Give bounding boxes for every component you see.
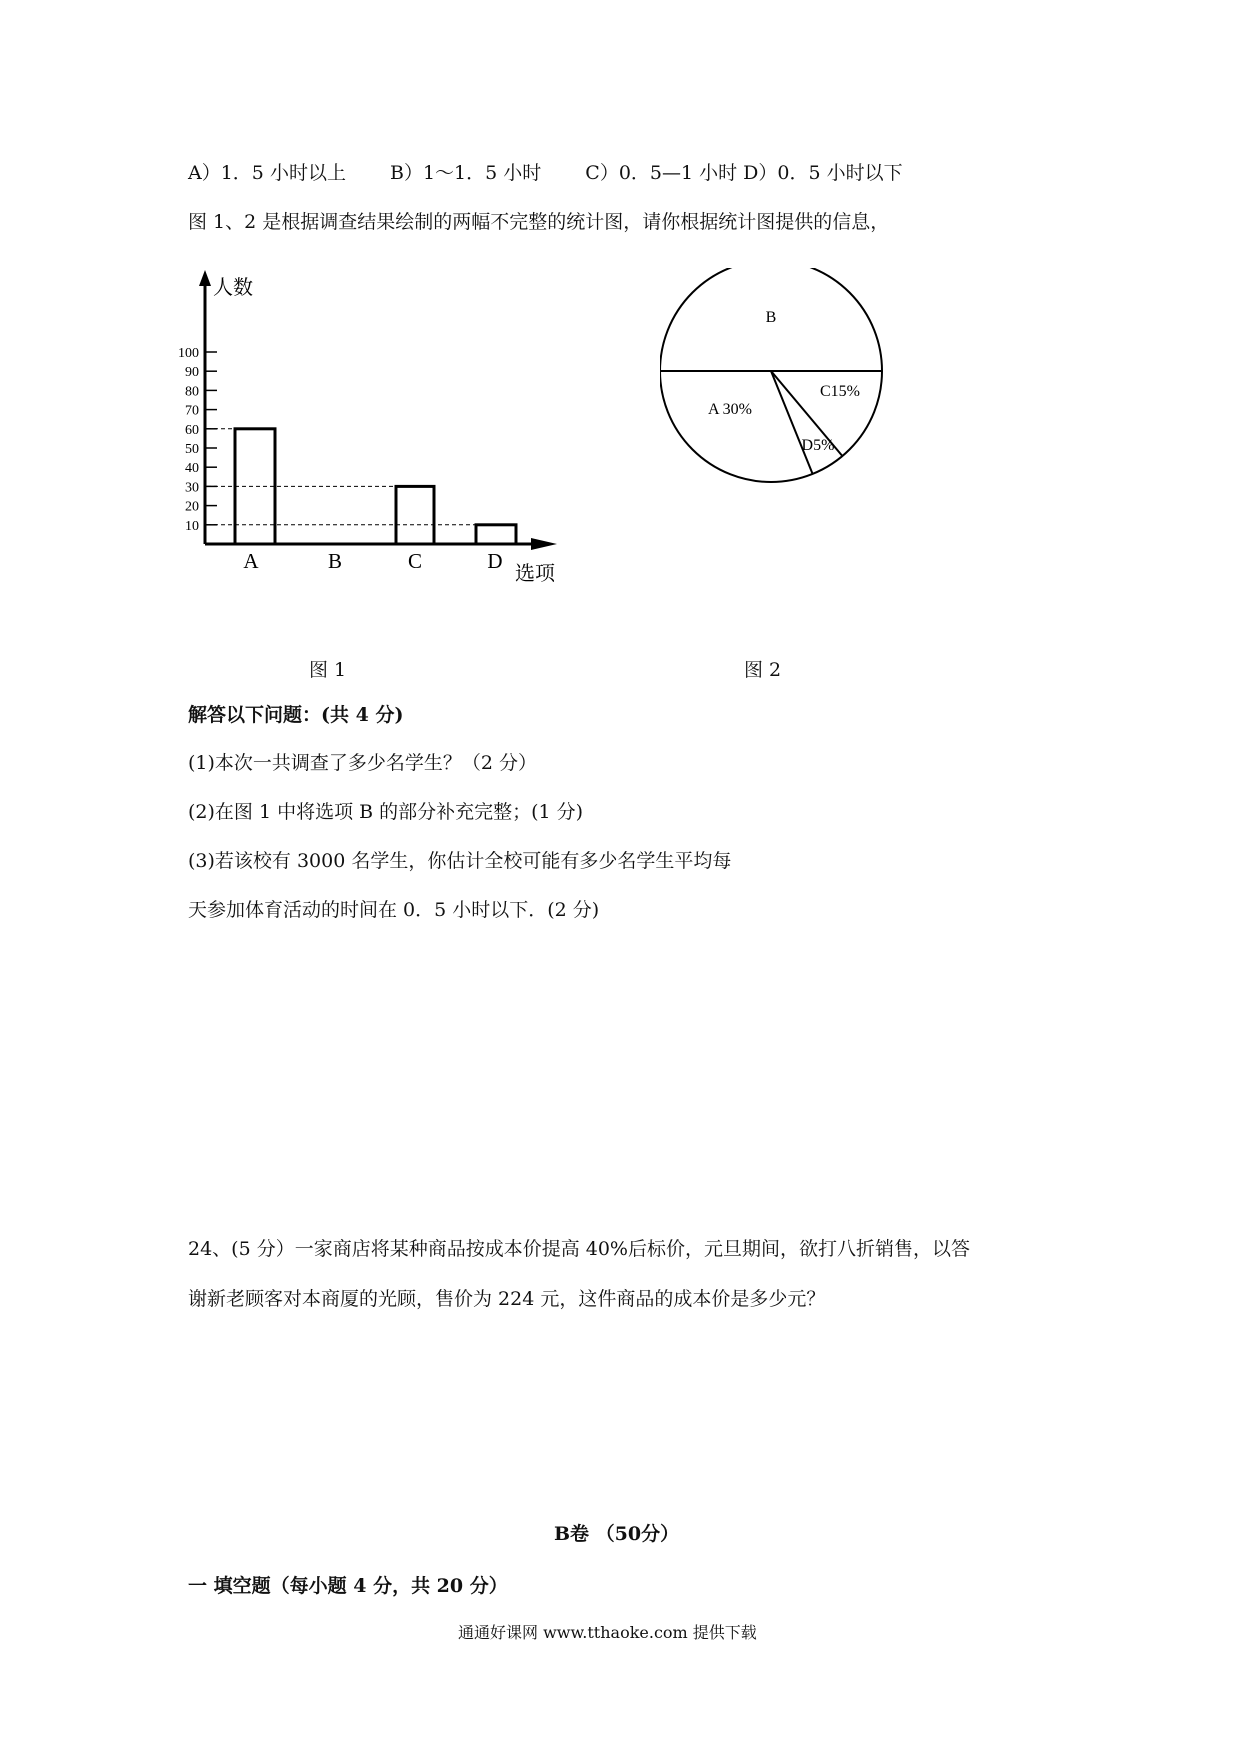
section-b-subtitle: 一 填空题（每小题 4 分，共 20 分）	[188, 1575, 508, 1597]
pie-label-D: D5%	[801, 437, 835, 454]
fig1-caption: 图 1	[309, 659, 347, 681]
y-tick-label: 40	[185, 461, 199, 477]
x-tick-label-A: A	[243, 549, 259, 573]
intro-line: 图 1、2 是根据调查结果绘制的两幅不完整的统计图，请你根据统计图提供的信息，	[188, 211, 890, 233]
pie-label-B: B	[765, 309, 777, 326]
question-2: (2)在图 1 中将选项 B 的部分补充完整；(1 分)	[188, 801, 584, 823]
x-tick-label-B: B	[327, 549, 343, 573]
page-footer: 通通好课网 www.tthaoke.com 提供下载	[458, 1623, 757, 1642]
y-tick-label: 80	[185, 384, 199, 400]
y-tick-label: 60	[185, 422, 199, 438]
pie-label-A: A 30%	[708, 401, 752, 418]
section-b-title: B卷 （50分）	[554, 1523, 680, 1545]
y-tick-label: 70	[185, 403, 199, 419]
fig2-caption: 图 2	[744, 659, 782, 681]
x-tick-label-C: C	[407, 549, 423, 573]
y-tick-label: 90	[185, 365, 199, 381]
y-axis-label: 人数	[213, 277, 253, 299]
y-tick-label: 10	[185, 518, 199, 534]
question-1: (1)本次一共调查了多少名学生？（2 分）	[188, 752, 538, 774]
y-tick-label: 30	[185, 480, 199, 496]
pie-divider-a-d	[771, 371, 813, 474]
pie-label-C: C15%	[820, 383, 860, 400]
options-line: A）1．5 小时以上 B）1～1．5 小时 C）0．5—1 小时 D）0．5 小时以下	[188, 162, 903, 184]
y-tick-label: 100	[178, 346, 199, 361]
question-3-line2: 天参加体育活动的时间在 0．5 小时以下．(2 分)	[188, 899, 600, 921]
bar-chart	[150, 268, 650, 598]
y-tick-label: 20	[185, 499, 199, 515]
x-axis-arrow	[531, 538, 557, 550]
question-3-line1: (3)若该校有 3000 名学生，你估计全校可能有多少名学生平均每	[188, 850, 732, 872]
q24-line2: 谢新老顾客对本商厦的光顾，售价为 224 元，这件商品的成本价是多少元？	[188, 1288, 826, 1310]
bar-D	[476, 525, 516, 544]
x-axis-label: 选项	[515, 563, 555, 585]
q24-line1: 24、(5 分）一家商店将某种商品按成本价提高 40%后标价，元旦期间，欲打八折销售，以答	[188, 1238, 970, 1260]
bar-A	[235, 429, 275, 544]
pie-chart	[660, 268, 900, 498]
x-tick-label-D: D	[487, 549, 503, 573]
bar-C	[396, 486, 434, 544]
y-axis-arrow	[199, 270, 211, 286]
pie-circle	[660, 268, 882, 482]
questions-heading: 解答以下问题：(共 4 分)	[188, 704, 404, 726]
y-tick-label: 50	[185, 442, 199, 457]
